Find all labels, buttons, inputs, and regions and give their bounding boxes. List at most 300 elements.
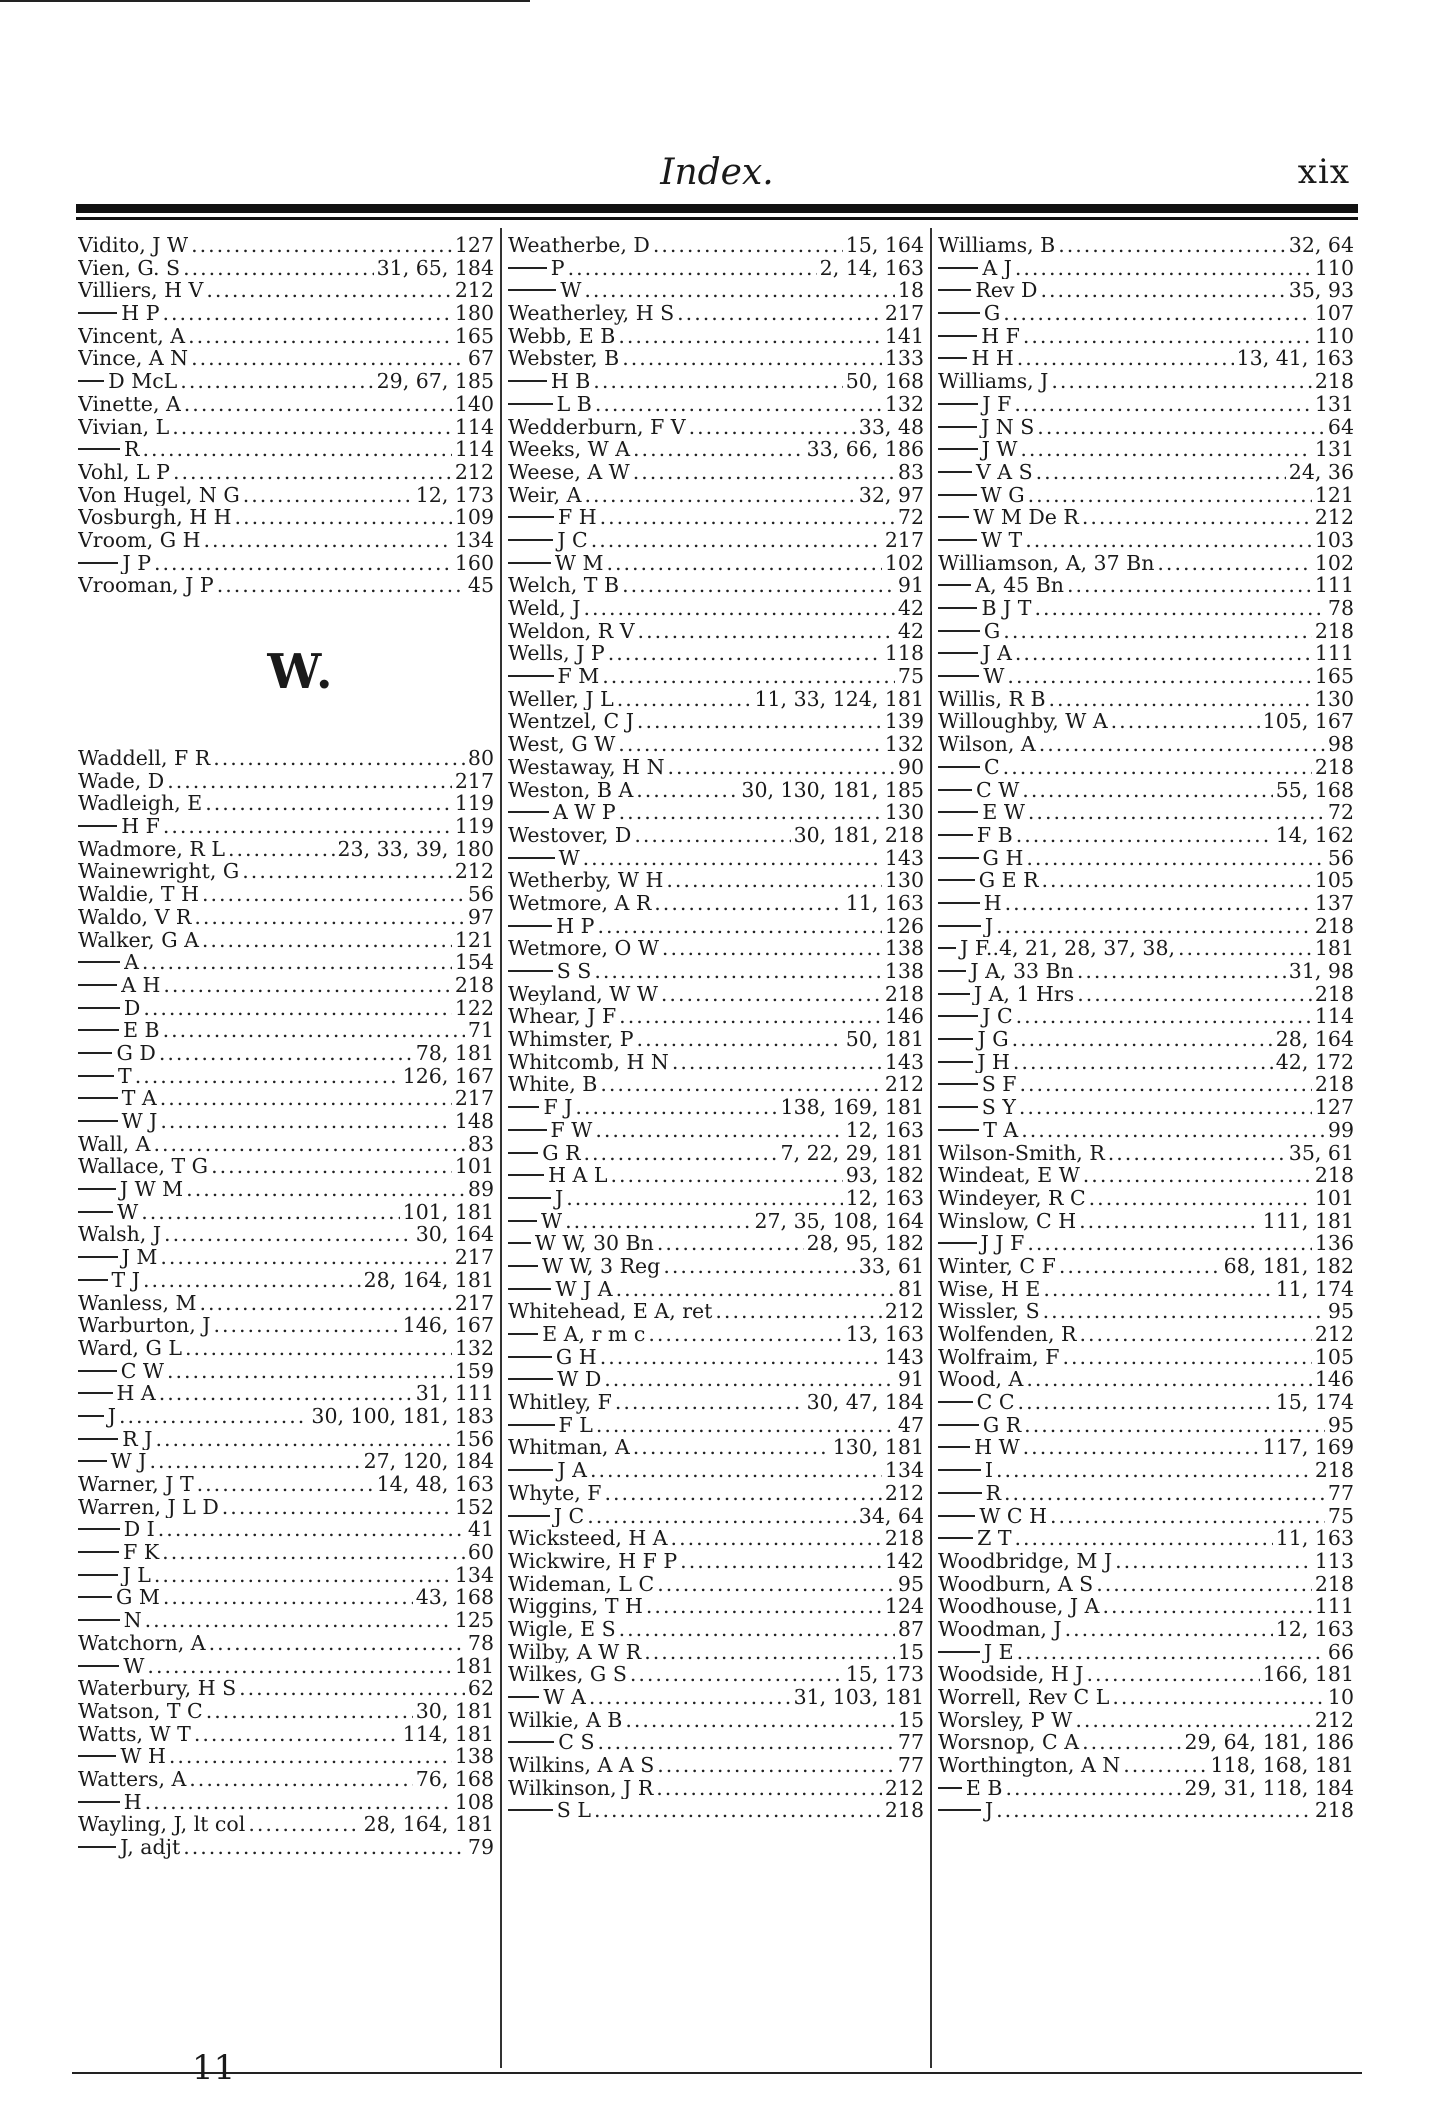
index-entry [938,257,1354,280]
entry-pages: 12, 163 [1275,1617,1354,1641]
index-entry [938,801,1354,824]
entry-pages: 124 [884,1595,924,1618]
ditto-dash [938,1083,978,1085]
entry-name: J, adjt [120,1836,181,1859]
index-entry [508,1028,924,1051]
leader-dots [1089,1187,1312,1210]
entry-name: J J F [980,1232,1025,1255]
index-entry [78,1745,494,1768]
ditto-dash [508,1424,555,1426]
entry-pages: 114 [454,438,494,461]
leader-dots [594,1799,882,1822]
entry-pages: 138 [454,1745,494,1768]
ditto-dash [938,1787,962,1789]
index-entry [938,1142,1354,1165]
index-entry [78,1065,494,1088]
leader-dots [1050,1505,1325,1528]
top-edge-line [0,0,530,2]
entry-name: Wiggins, T H [508,1595,643,1618]
entry-pages: 34, 64 [858,1504,924,1528]
leader-dots [630,1663,843,1686]
entry-pages: 114, 181 [402,1722,494,1746]
entry-name: Wilby, A W R [508,1640,642,1664]
ditto-dash [508,1129,547,1131]
ditto-dash [938,675,979,677]
entry-name: Wanless, M [78,1291,197,1315]
entry-name: Vrooman, J P [78,574,214,597]
entry-name: J A, 1 Hrs [973,982,1075,1006]
leader-dots [184,393,452,416]
ditto-dash [78,1279,108,1281]
leader-dots [1077,960,1286,983]
entry-pages: 159 [454,1359,494,1383]
entry-name: Wilkinson, J R [508,1776,654,1800]
leader-dots [680,1550,882,1573]
index-entry [508,1618,924,1641]
entry-pages: 71 [467,1019,494,1042]
index-entry [938,1391,1354,1414]
entry-name: J C [553,1504,585,1528]
entry-name: C W [120,1359,164,1383]
index-entry [938,892,1354,915]
entry-pages: 218 [1314,619,1354,643]
entry-name: Woodbridge, M J [938,1549,1113,1573]
index-entry [78,1518,494,1541]
index-entry [938,869,1354,892]
entry-pages: 14, 48, 163 [376,1473,494,1496]
entry-pages: 138 [884,960,924,983]
entry-name: Watson, T C [78,1699,203,1723]
leader-dots [1003,302,1312,325]
entry-name: W W, 30 Bn [534,1232,654,1255]
leader-dots [1112,1686,1325,1709]
leader-dots [1123,1754,1207,1777]
index-entry [78,1450,494,1473]
index-entry [508,733,924,756]
index-entry [938,370,1354,393]
entry-pages: 218 [1314,914,1354,938]
entry-name: C [983,755,1000,779]
entry-pages: 127 [1314,1096,1354,1119]
leader-dots [1015,257,1312,280]
ditto-dash [938,289,971,291]
leader-dots [162,1541,465,1564]
entry-pages: 114 [454,415,494,439]
leader-dots [172,416,452,439]
entry-name: W [123,1654,145,1678]
index-entry [938,438,1354,461]
leader-dots [1059,1255,1221,1278]
ditto-dash [78,1619,120,1621]
index-entry [78,1292,494,1315]
leader-dots [1040,279,1285,302]
leader-dots [663,1255,855,1278]
entry-pages: 217 [884,528,924,552]
entry-pages: 212 [884,1481,924,1505]
leader-dots [206,279,452,302]
entry-name: F B [976,823,1013,847]
entry-pages: 132 [454,1336,494,1360]
entry-pages: 181 [454,1654,494,1678]
entry-pages: 28, 164 [1275,1028,1354,1051]
leader-dots [1026,1368,1312,1391]
leader-dots [657,1232,804,1255]
entry-name: Warren, J L D [78,1495,219,1519]
leader-dots [119,1405,308,1428]
index-entry [78,257,494,280]
leader-dots [202,929,452,952]
ditto-dash [78,1029,119,1031]
ditto-dash [78,312,117,314]
index-entry [508,1686,924,1709]
leader-dots [1017,347,1234,370]
entry-pages: 165 [454,324,494,348]
entry-name: Wedderburn, F V [508,415,686,439]
entry-pages: 111 [1314,1595,1354,1618]
entry-name: Westaway, H N [508,755,665,779]
entry-pages: 33, 48 [858,415,924,439]
ditto-dash [78,1801,120,1803]
leader-dots [239,1677,465,1700]
entry-name: Webster, B [508,347,620,371]
entry-name: W [558,846,580,870]
entry-pages: 95 [897,1572,924,1596]
index-entry [78,792,494,815]
entry-pages: 133 [884,347,924,371]
ditto-dash [938,539,977,541]
entry-name: Woodhouse, J A [938,1595,1100,1618]
index-entry [938,847,1354,870]
index-entry [938,234,1354,257]
ditto-dash [508,857,555,859]
entry-pages: 102 [884,551,924,575]
entry-name: N [123,1609,142,1632]
leader-dots [600,1346,882,1369]
entry-pages: 89 [467,1178,494,1201]
leader-dots [1079,1323,1311,1346]
entry-pages: 148 [454,1110,494,1133]
ditto-dash [508,1809,553,1811]
leader-dots [209,1632,465,1655]
index-entry [508,620,924,643]
leader-dots [619,801,882,824]
entry-pages: 11, 174 [1275,1277,1354,1301]
column-divider [500,228,502,2068]
leader-dots [590,1459,882,1482]
entry-pages: 119 [454,815,494,838]
entry-pages: 30, 47, 184 [806,1391,924,1414]
index-entry [78,279,494,302]
entry-pages: 212 [454,460,494,484]
leader-dots [1023,325,1312,348]
leader-dots [1012,1028,1273,1051]
entry-pages: 31, 111 [415,1382,494,1405]
index-entry [508,393,924,416]
entry-pages: 101 [454,1155,494,1179]
index-page [72,120,1362,2088]
entry-name: G M [115,1586,160,1610]
index-entry [508,234,924,257]
ditto-dash [78,1120,118,1122]
index-entry [78,1042,494,1065]
leader-dots [593,370,842,393]
index-entry [938,915,1354,938]
signature-mark: 11 [192,2048,236,2088]
index-entry [78,1473,494,1496]
entry-name: Worthington, A N [938,1754,1121,1777]
leader-dots [189,1768,412,1791]
entry-pages: 31, 98 [1288,960,1354,983]
index-entry [508,1164,924,1187]
leader-dots [217,574,465,597]
entry-name: H H [971,347,1014,371]
ditto-dash [78,961,120,963]
leader-dots [666,869,881,892]
index-entry [508,1096,924,1119]
index-entry [938,688,1354,711]
entry-name: Wise, H E [938,1277,1041,1301]
entry-name: W C H [979,1504,1047,1528]
entry-pages: 2, 14, 163 [819,256,924,280]
index-entry [78,1632,494,1655]
leader-dots [147,1655,451,1678]
entry-pages: 125 [454,1609,494,1632]
index-entry [508,506,924,529]
ditto-dash [938,1061,973,1063]
entry-pages: 142 [884,1549,924,1573]
entry-name: Wadmore, R L [78,837,225,861]
leader-dots [1025,529,1312,552]
entry-name: Waldie, T H [78,883,199,906]
entry-pages: 42, 172 [1275,1050,1354,1074]
entry-name: W [541,1209,563,1233]
index-entry [938,1073,1354,1096]
ditto-dash [938,1401,973,1403]
entry-name: Webb, E B [508,324,616,348]
entry-pages: 111 [1314,642,1354,666]
leader-dots [143,1269,361,1292]
leader-dots [1049,688,1312,711]
entry-name: W G [980,483,1025,507]
entry-pages: 101, 181 [402,1200,494,1224]
page-title: Index. [660,152,774,193]
entry-pages: 79 [467,1836,494,1859]
entry-name: W [560,279,582,303]
entry-pages: 218 [1314,982,1354,1006]
index-entry [508,1641,924,1664]
index-entry [78,951,494,974]
entry-name: T A [121,1087,157,1110]
entry-name: Winter, C F [938,1254,1056,1278]
index-entry [508,597,924,620]
entry-pages: 110 [1314,324,1354,348]
entry-pages: 28, 95, 182 [806,1232,924,1255]
leader-dots [604,1482,881,1505]
entry-pages: 14, 162 [1275,823,1354,847]
entry-name: Vinette, A [78,392,181,416]
ditto-dash [78,1211,113,1213]
entry-pages: 33, 61 [858,1254,924,1278]
leader-dots [188,325,452,348]
index-column-3 [938,234,1354,1822]
index-entry [78,1405,494,1428]
entry-pages: 212 [884,1776,924,1800]
ditto-dash [938,630,980,632]
leader-dots [162,302,451,325]
entry-pages: 55, 168 [1275,778,1354,802]
leader-dots [568,257,817,280]
index-entry [938,1641,1354,1664]
leader-dots [155,1428,451,1451]
ditto-dash [508,1197,551,1199]
leader-dots [248,1813,360,1836]
leader-dots [1024,1414,1325,1437]
entry-name: Wolfraim, F [938,1345,1060,1369]
index-entry [508,642,924,665]
entry-name: Warburton, J [78,1314,211,1337]
entry-pages: 109 [454,506,494,529]
entry-name: H [983,891,1002,915]
index-entry [508,1595,924,1618]
index-entry [78,1428,494,1451]
entry-name: T A [983,1118,1019,1142]
entry-name: Wade, D [78,769,165,793]
entry-name: J [107,1404,116,1428]
index-entry [78,438,494,461]
ditto-dash [938,426,977,428]
entry-name: Waldo, V R [78,905,192,929]
entry-pages: 131 [1314,438,1354,461]
entry-pages: 15 [897,1708,924,1732]
entry-pages: 212 [454,279,494,303]
ditto-dash [508,1741,554,1743]
leader-dots [657,1754,895,1777]
entry-name: Wolfenden, R [938,1323,1077,1346]
entry-name: Wells, J P [508,642,605,666]
section-letter: W. [267,644,335,700]
ditto-dash [78,1188,116,1190]
ditto-dash [938,993,970,995]
entry-name: Wilson-Smith, R [938,1141,1105,1165]
entry-name: F K [123,1541,160,1564]
leader-dots [583,597,894,620]
index-entry [938,1232,1354,1255]
index-entry [78,506,494,529]
index-column-2 [508,234,924,1822]
entry-name: West, G W [508,733,616,756]
index-entry [938,416,1354,439]
entry-pages: 12, 163 [845,1118,924,1142]
entry-name: W D [557,1368,602,1392]
index-entry [508,1323,924,1346]
entry-name: E B [965,1776,1003,1800]
ditto-dash [938,970,966,972]
entry-pages: 138, 169, 181 [780,1096,924,1119]
leader-dots [608,642,882,665]
entry-name: W W, 3 Reg [541,1254,661,1278]
index-entry [508,869,924,892]
ditto-dash [508,1288,551,1290]
entry-pages: 126, 167 [402,1064,494,1088]
index-entry [938,824,1354,847]
index-entry [508,1482,924,1505]
entry-pages: 29, 31, 118, 184 [1184,1776,1354,1800]
leader-dots [633,1436,830,1459]
entry-pages: 97 [467,905,494,929]
ditto-dash [508,1696,539,1698]
entry-name: C S [558,1731,595,1755]
leader-dots [671,1527,882,1550]
leader-dots [583,847,882,870]
entry-name: J W M [119,1178,184,1201]
index-entry [78,1382,494,1405]
entry-pages: 130 [884,869,924,892]
entry-name: G [983,619,1001,643]
entry-pages: 35, 93 [1288,279,1354,303]
entry-name: Vosburgh, H H [78,506,232,529]
index-entry [938,1028,1354,1051]
entry-pages: 83 [897,460,924,484]
ditto-dash [938,357,967,359]
index-entry [508,574,924,597]
entry-name: C C [976,1391,1015,1414]
leader-dots [587,1505,856,1528]
leader-dots [154,552,452,575]
ditto-dash [78,562,118,564]
entry-pages: 30, 100, 181, 183 [311,1404,494,1428]
entry-pages: 154 [454,951,494,974]
entry-pages: 15 [897,1640,924,1664]
entry-name: Vincent, A [78,324,186,348]
entry-pages: 42 [897,619,924,643]
leader-dots [213,1314,399,1337]
entry-name: Weller, J L [508,687,614,711]
leader-dots [636,779,738,802]
entry-pages: 121 [454,928,494,952]
index-entry [938,620,1354,643]
index-entry [508,279,924,302]
entry-name: S Y [981,1096,1016,1119]
entry-pages: 212 [884,1073,924,1097]
index-entry [938,1005,1354,1028]
leader-dots [677,302,882,325]
entry-pages: 13, 163 [845,1323,924,1346]
leader-dots [1157,552,1311,575]
entry-pages: 62 [467,1677,494,1700]
ditto-dash [78,1755,116,1757]
index-entry [508,1300,924,1323]
leader-dots [1115,1550,1312,1573]
entry-pages: 95 [1327,1300,1354,1323]
ditto-dash [938,1015,978,1017]
ditto-dash [938,902,980,904]
entry-pages: 56 [467,883,494,906]
entry-name: Wayling, J, lt col [78,1813,246,1836]
ditto-dash [938,1537,973,1539]
index-entry [78,860,494,883]
entry-pages: 99 [1327,1118,1354,1142]
entry-name: W J [110,1450,147,1473]
index-entry [938,506,1354,529]
index-entry [938,1663,1354,1686]
entry-name: Weatherley, H S [508,302,675,325]
entry-pages: 132 [884,392,924,416]
ditto-dash [508,1515,550,1517]
entry-name: J [984,914,994,938]
leader-dots [1043,1300,1325,1323]
ditto-dash [78,448,120,450]
index-entry [938,1436,1354,1459]
